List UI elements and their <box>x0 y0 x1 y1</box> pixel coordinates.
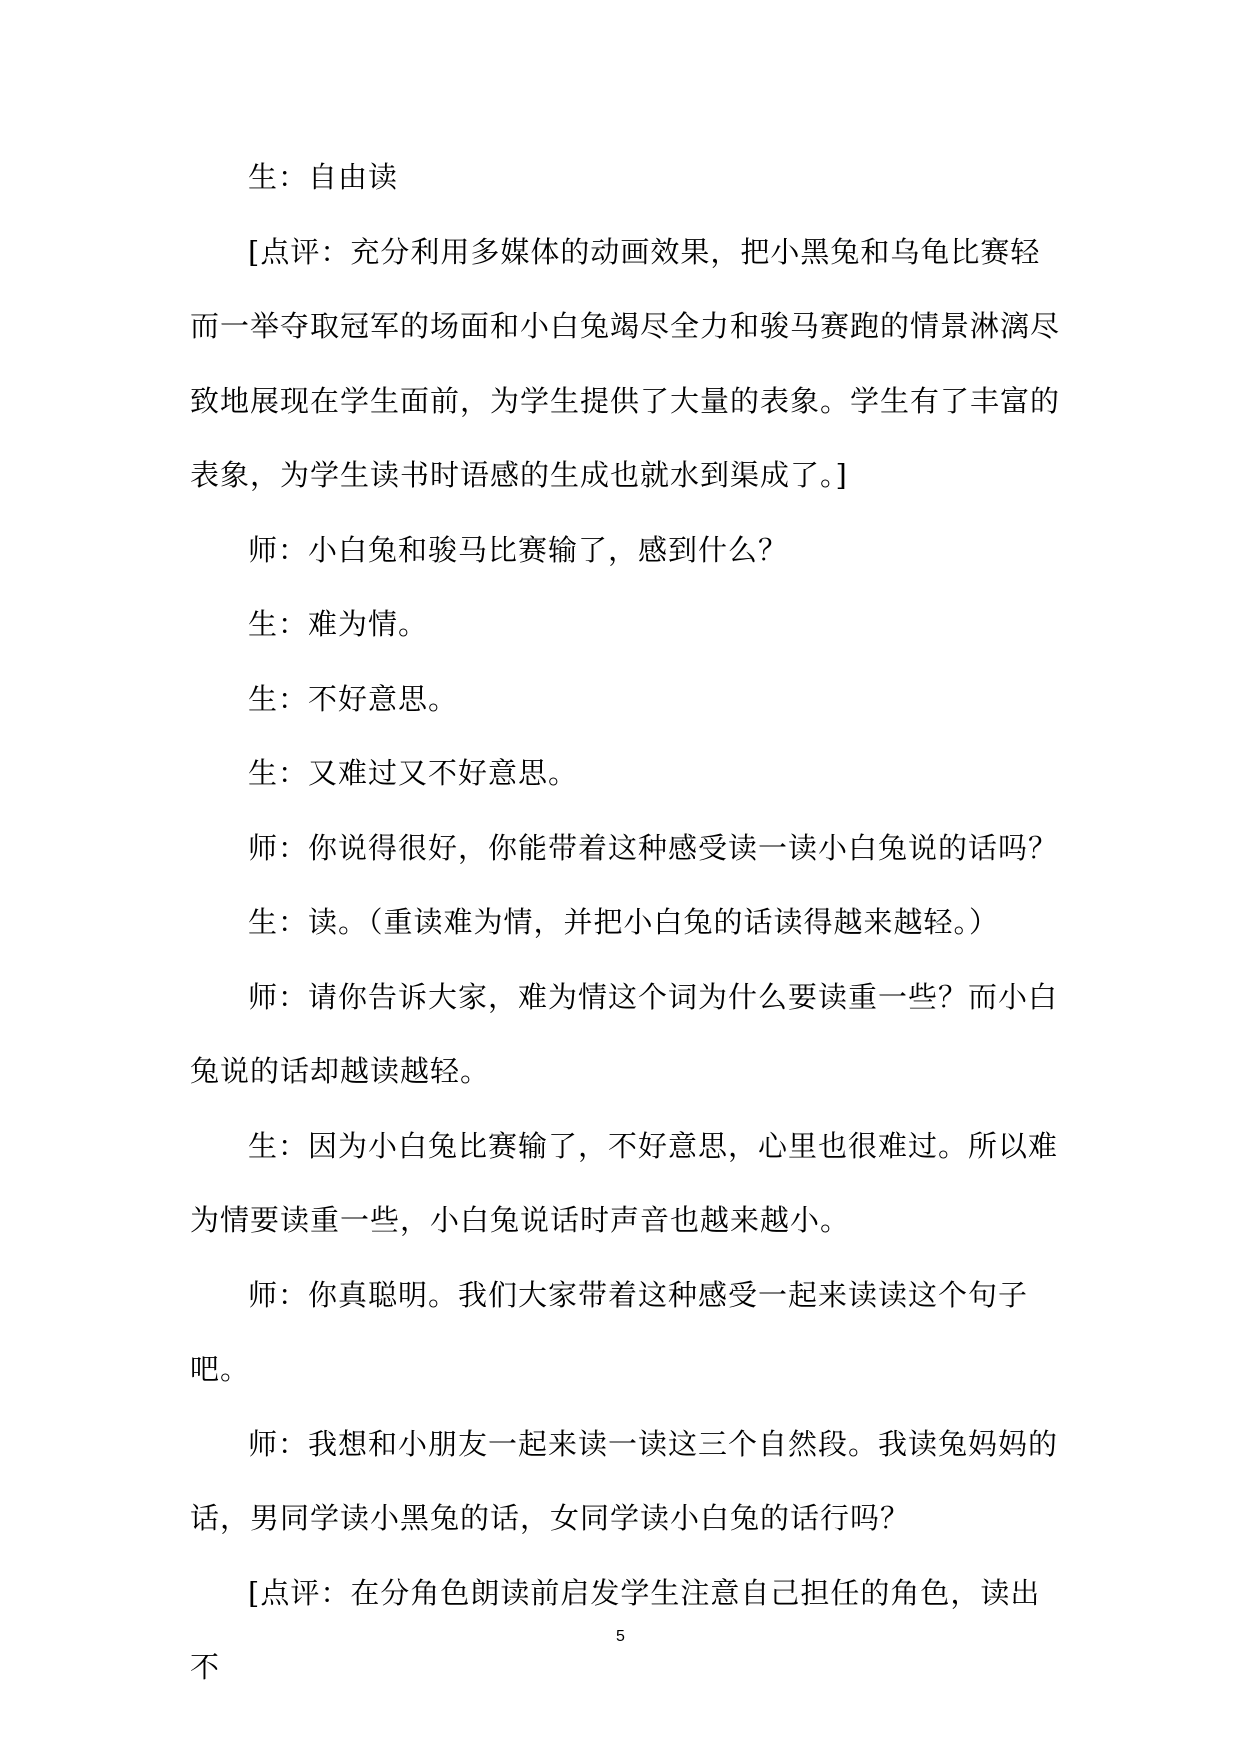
paragraph: 生：自由读 <box>248 160 399 194</box>
paragraph: 师：我想和小朋友一起来读一读这三个自然段。我读兔妈妈的话，男同学读小黑兔的话，女同学读小白兔的话行吗？ <box>190 1426 1059 1535</box>
paragraph: 师：请你告诉大家，难为情这个词为什么要读重一些？而小白兔说的话却越读越轻。 <box>190 979 1059 1088</box>
paragraph: 生：又难过又不好意思。 <box>248 756 579 790</box>
paragraph: 生：因为小白兔比赛输了，不好意思，心里也很难过。所以难为情要读重一些，小白兔说话时声音也越来越小。 <box>190 1128 1059 1237</box>
paragraph: 生：读。（重读难为情，并把小白兔的话读得越来越轻。） <box>248 905 1000 939</box>
paragraph: 师：小白兔和骏马比赛输了，感到什么？ <box>248 532 789 567</box>
paragraph: [点评：充分利用多媒体的动画效果，把小黑兔和乌龟比赛轻而一举夺取冠军的场面和小白兔竭尽全力和骏马赛跑的情景淋漓尽致地展现在学生面前，为学生提供了大量的表象。学生有了丰富的表象，为学生读书时语感的生成也就水到渠成了。] <box>190 234 1061 492</box>
paragraph: 生：难为情。 <box>248 607 429 641</box>
page-number: 5 <box>616 1628 625 1645</box>
body-text <box>190 140 1060 1705</box>
paragraph: [点评：在分角色朗读前启发学生注意自己担任的角色，读出不 <box>190 1575 1041 1684</box>
paragraph: 生：不好意思。 <box>248 681 459 716</box>
paragraph: 师：你真聪明。我们大家带着这种感受一起来读读这个句子吧。 <box>190 1277 1029 1386</box>
paragraph: 师：你说得很好，你能带着这种感受读一读小白兔说的话吗？ <box>248 830 1059 865</box>
